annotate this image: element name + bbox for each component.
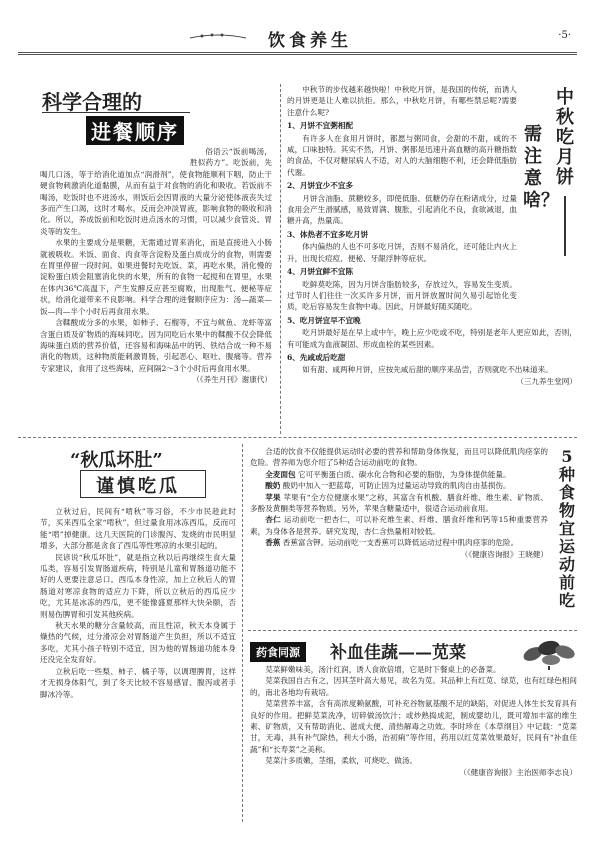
vertical-title-line2: 需注意啥？ — [523, 124, 559, 211]
paragraph: 吃鲜莫吃陈，因为月饼含脂肪较多，存放过久，容易发生变质。过节时人们往往一次买许多月饼，而月饼放置时间久易引起饴化变质，吃后容易发生食物中毒。因此，月饼最好随买随吃。 — [287, 279, 517, 312]
article-mooncake — [287, 84, 577, 429]
column-divider — [280, 84, 281, 434]
vertical-title: 5种食物宜运动前吃 — [558, 447, 575, 610]
item-heading: 3、体热者不宜多吃月饼 — [287, 229, 369, 239]
title-spacer-left — [40, 84, 190, 158]
vertical-title-line1: 中秋吃月饼 — [556, 87, 574, 188]
paragraph: 如有甜、咸两种月饼，应按先咸后甜的顺序来品尝，否则就吃不出味道来。 — [302, 365, 553, 375]
paragraph: 吃月饼最好是在早上或中午，晚上应少吃或不吃，特别是老年人更应如此，否则，有可能成为血液凝固、形成血栓的某些因素。 — [287, 328, 577, 349]
article-meal-order — [40, 84, 272, 429]
paragraph: 苋菜汁多质嫩，茎细，柔软，可烧吃、做汤。 — [265, 756, 418, 766]
article-body — [250, 664, 577, 778]
food-name: 苹果 — [265, 492, 281, 502]
article-body — [40, 84, 272, 386]
paragraph: 苋菜营养丰富，含有高浓度赖氨酸，可补充谷物氨基酸不足的缺陷，对促进人体生长发育具有良好的作用。把鲜苋菜洗净，切碎做汤饮汁；或炒熟捣成泥，制成婴幼儿，既可增加丰富的维生素、矿物质，又有帮助消化、滋成大便、清热解毒之功效。李时珍在《本草纲目》中记载：“苋菜甘，无毒，具有补气除热，利大小肠，治初痢”等作用，药用以红苋菜效果最好，民间有“补血佳蔬”和“长寿菜”之美称。 — [250, 699, 577, 754]
article-title: 补血佳蔬——苋菜 — [330, 643, 466, 663]
paragraph: 有许多人在食用月饼时，都愿与粥同食，会甜的不甜，咸的不咸，口味独特。其实不然，月饼、粥都是迅速升高血糖的高升糖指数的食品，不仅对糖尿病人不适，对人的大脑细胞不利，还会降低脂肪代谢。 — [287, 133, 517, 177]
item-heading: 2、月饼宜少不宜多 — [287, 181, 354, 191]
food-item — [250, 480, 548, 491]
food-desc: 苹果有“全方位健康水果”之称，其富含有机酸、膳食纤维、维生素、矿物质、多酚及黄酮类等营养物质。另外，苹果含糖量适中，很适合运动前食用。 — [250, 492, 549, 514]
food-name: 酸奶 — [265, 481, 281, 491]
paragraph: 苋菜鲜嫩味美，汤汁红润，诱人食欲倍增，它是时下餐桌上的必备菜。 — [265, 665, 501, 674]
paragraph: 秋天水果的糖分含量较高，而且性凉，秋天本身属于燥热的气候，过分滑凉会对胃肠道产生负担，所以不适宜多吃，尤其小孩子特别不适宜，因为他的胃肠道功能本身还没完全发育好。 — [40, 621, 236, 665]
food-name: 全麦面包 — [265, 469, 296, 479]
article-source: （《健康咨询报》王晓健） — [460, 549, 548, 559]
paragraph: 中秋节的步伐越来越快啦！中秋吃月饼，是我国的传统，而诱人的月饼更是让人难以抗拒。那么，中秋吃月饼，有哪些禁忌呢?需要注意什么呢? — [287, 85, 517, 117]
article-autumn-melon — [40, 446, 236, 806]
header-rule — [18, 52, 577, 53]
food-desc: 它可平衡蛋白质、碳水化合物和必要的脂肪，为身体提供能量。 — [297, 469, 511, 479]
food-item — [250, 492, 548, 515]
paragraph: 民谚说“秋瓜坏肚”，就是指立秋以后再继续生食大量瓜类，容易引发胃肠道疾病，特别是儿童和胃肠道功能不好的人更要注意忌口。西瓜本身性凉，加上立秋后人的胃肠道对寒凉食物的适应力下降，所以立秋后的西瓜应少吃，尤其是冰冻的西瓜，更不能像盛夏那样大快朵颐，否则易伤脾胃和引发其他疾病。 — [40, 552, 236, 619]
article-source: （《养生月刊》谢康代） — [192, 375, 272, 385]
page-header — [18, 26, 577, 50]
food-name: 杏仁 — [265, 515, 282, 525]
article-title-line2: 进餐顺序 — [86, 116, 184, 145]
food-desc: 运动前吃一把杏仁，可以补充维生素、纤维、膳食纤维和钙等15种重要营养素，为身体各是营养。研究发现，杏仁含热量相对较低。 — [250, 515, 548, 536]
food-desc: 酸奶中加入一把蓝莓，可防止因为过量运动导致的肌肉自由基损伤。 — [282, 481, 511, 491]
article-body — [250, 446, 548, 560]
article-body — [287, 84, 577, 387]
wheat-ornament-icon — [188, 32, 248, 44]
section-divider — [248, 630, 577, 631]
food-item — [250, 537, 548, 548]
header-rule-2 — [18, 54, 577, 55]
paragraph: 苋菜我国自古有之，因其茎叶高大易见，故名为苋。其品种上有红苋、绿苋，也有红绿色相间的，南北各地均有栽培。 — [250, 676, 577, 697]
food-item — [250, 514, 548, 537]
paragraph: 立秋过后，民间有“啃秋”等习俗，不少市民趁此时节，买来西瓜全家“啃秋”，但过量食用冰冻西瓜，反而可能“啃”掉健康。这几天医院的门诊腹泻、发烧的市民明显增多，大部分都是贪食了西瓜等性寒凉的水果引起的。 — [40, 507, 236, 551]
article-pre-exercise-food — [250, 446, 577, 626]
food-name: 香蕉 — [265, 538, 281, 548]
title-spacer-right — [192, 84, 272, 146]
column-tag: 药食同源 — [250, 642, 306, 662]
item-heading: 6、先咸或后吃甜 — [287, 352, 346, 362]
paragraph: 立秋后吃一些梨、柿子、橘子等，以调理脾胃，这样才无损身体阳气，到了冬天比较不容易感冒、腹泻或者手脚冰冷等。 — [40, 666, 236, 699]
article-title-line2: 谨慎吃瓜 — [96, 476, 180, 497]
paragraph: 合适的饮食不仅能提供运动时必要的营养和帮助身体恢复，而且可以降低肌肉痉挛的危险。营养师为您介绍了5种适合运动前吃的食物。 — [250, 447, 548, 468]
paragraph: 俗语云“饭前喝汤，胜似药方”。吃饭前，先喝几口汤，等于给消化道加点“润滑剂”，使食物能顺利下咽，防止干硬食物刺激消化道黏膜，从而有益于对食物的消化和吸收。若饭前不喝汤，吃饭时也不进汤水，则饭后会因胃液的大量分泌使体液丧失过多而产生口渴，这时才喝水，反而会冲淡胃液，影响食物的吸收和消化。所以，养成饭前和吃饭时进点汤水的习惯，可以减少食管炎、胃炎等的发生。 — [40, 147, 272, 236]
paragraph: 水果的主要成分是果糖，无需通过胃来消化，而是直接进入小肠就被吸收。米饭、面食、肉食等含淀粉及蛋白质成分的食物，则需要在胃里停留一段时间。如果进餐时先吃饭、菜，再吃水果，消化慢的淀粉蛋白质会阻塞消化快的水果，所有的食物一起搅和在胃里，水果在体内36℃高温下，产生发酵反应甚至腐败，出现胀气、便秘等症状，给消化道带来不良影响。科学合理的进餐顺序应为：汤—蔬菜—饭—肉—半个小时后再食用水果。 — [40, 238, 272, 316]
item-heading: 4、月饼宜鲜不宜陈 — [287, 267, 354, 277]
article-title-line1: “秋瓜坏肚” — [70, 450, 163, 471]
paragraph: 体内偏热的人也不可多吃月饼，否则不易消化，还可能让内火上升，出现长痘痘、便秘、牙龈浮肿等症状。 — [287, 242, 517, 263]
article-title-line1: 科学合理的 — [42, 90, 142, 114]
article-source: （《健康咨询报》主治医师李志良） — [459, 767, 577, 777]
food-desc: 香蕉富含钾。运动前吃一支香蕉可以降低运动过程中肌肉痉挛的危险。 — [282, 538, 519, 548]
food-item — [250, 469, 548, 480]
paragraph: 含鞣酸成分多的水果，如柿子、石榴等，不宜与鱿鱼、龙虾等富含蛋白质及矿物质的海味同吃。因为同吃后水果中的鞣酸不仅会降低海味蛋白质的营养价值，还容易和海味品中的钙、铁结合成一种不易消化的物质，这种物质能刺激胃肠，引起恶心、呕吐、腹痛等。营养专家建议，食用了这些海味，应间隔2～3个小时后再食用水果。 — [40, 318, 272, 373]
article-body — [40, 506, 236, 700]
item-heading: 1、月饼不宜粥相配 — [287, 121, 354, 131]
article-amaranth — [250, 636, 577, 826]
section-divider — [18, 437, 577, 438]
page-number: ·5· — [558, 30, 571, 41]
item-heading: 5、吃月饼宜早不宜晚 — [287, 315, 361, 325]
title-spacer — [517, 84, 577, 316]
section-title: 饮食养生 — [268, 31, 352, 51]
paragraph: 月饼含油脂、蔗糖较多，即使低脂、低糖仍存在粉诸成分，过量食用会产生滑腻感，易致胃满、腹胀，引起消化不良，食欲减退，血糖升高，热量高。 — [287, 193, 517, 226]
article-source: （三九养生堂网） — [516, 376, 577, 386]
column-divider — [242, 444, 243, 822]
